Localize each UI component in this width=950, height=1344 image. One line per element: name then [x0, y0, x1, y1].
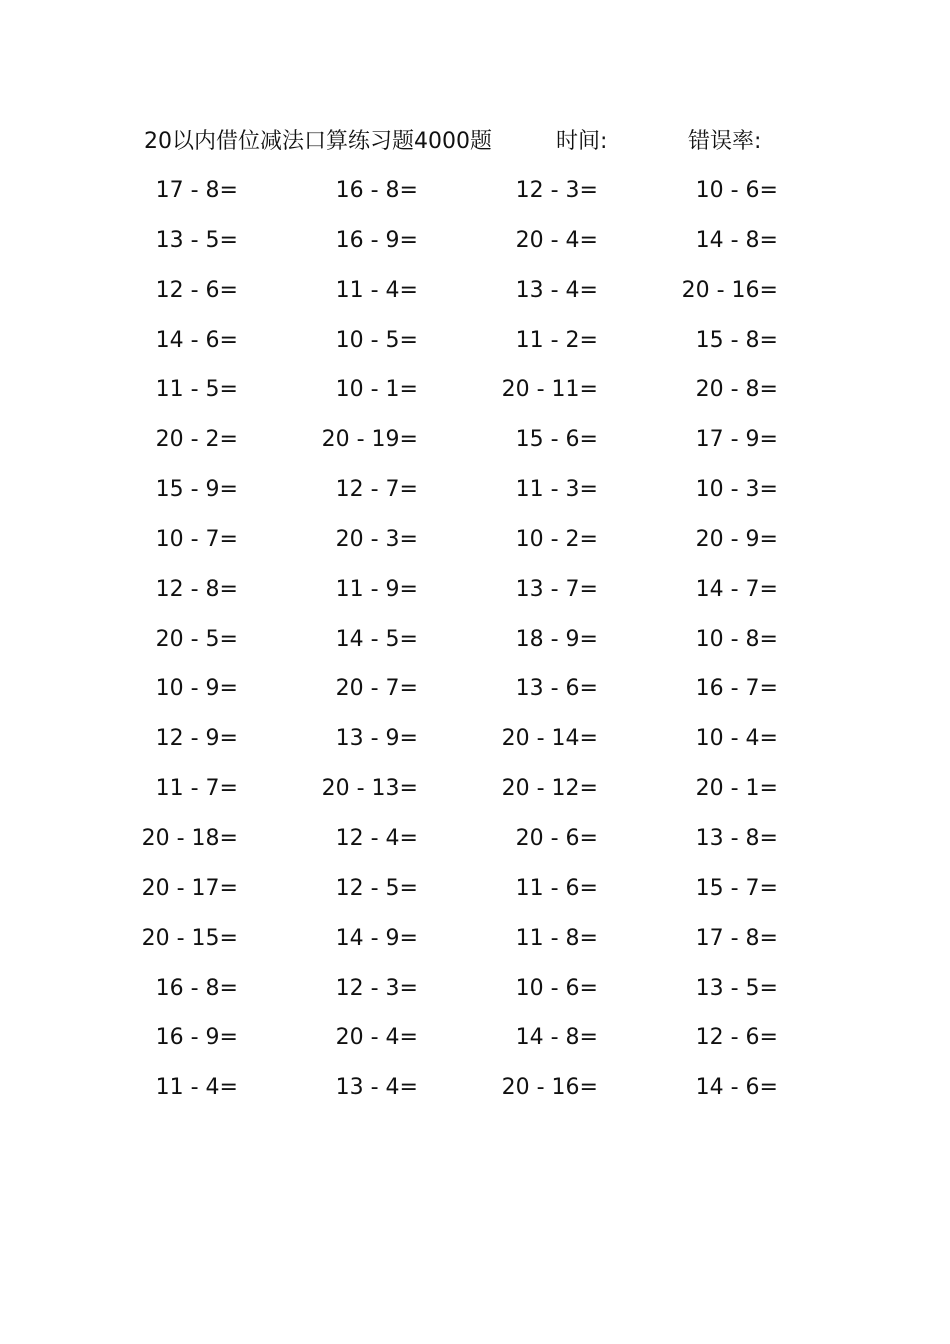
problem-cell: 14 - 8= — [695, 227, 778, 253]
problem-row — [130, 814, 830, 864]
problem-cell: 16 - 9= — [155, 1025, 238, 1051]
problem-cell: 11 - 4= — [335, 277, 418, 303]
problem-row — [130, 515, 830, 565]
problem-cell: 14 - 9= — [335, 925, 418, 951]
problem-cell: 20 - 2= — [155, 427, 238, 453]
problem-row — [130, 864, 830, 914]
problem-cell: 20 - 15= — [141, 925, 238, 951]
problem-row — [130, 565, 830, 615]
problem-cell: 12 - 3= — [515, 178, 598, 203]
problem-cell: 17 - 9= — [695, 427, 778, 453]
problem-cell: 18 - 9= — [515, 626, 598, 652]
problem-cell: 16 - 7= — [695, 676, 778, 702]
problem-cell: 16 - 8= — [155, 975, 238, 1001]
problem-cell: 10 - 2= — [515, 526, 598, 552]
problem-cell: 15 - 6= — [515, 427, 598, 453]
problem-cell: 14 - 8= — [515, 1025, 598, 1051]
problem-cell: 15 - 7= — [695, 875, 778, 901]
problem-row — [130, 615, 830, 665]
problem-cell: 13 - 4= — [515, 277, 598, 303]
problem-cell: 13 - 4= — [335, 1075, 418, 1101]
problem-cell: 20 - 3= — [335, 526, 418, 552]
problem-row — [130, 764, 830, 814]
problem-cell: 14 - 6= — [155, 327, 238, 353]
problem-row — [130, 964, 830, 1014]
problem-cell: 20 - 17= — [141, 875, 238, 901]
time-label: 时间: — [556, 129, 608, 154]
problem-cell: 10 - 1= — [335, 377, 418, 403]
problem-cell: 20 - 16= — [501, 1075, 598, 1101]
problem-cell: 11 - 2= — [515, 327, 598, 353]
problem-cell: 11 - 3= — [515, 477, 598, 503]
problem-cell: 16 - 8= — [335, 178, 418, 203]
problem-cell: 20 - 8= — [695, 377, 778, 403]
problem-cell: 12 - 8= — [155, 576, 238, 602]
problem-cell: 12 - 4= — [335, 825, 418, 851]
problem-cell: 10 - 8= — [695, 626, 778, 652]
problem-cell: 20 - 14= — [501, 726, 598, 752]
problem-cell: 10 - 6= — [695, 178, 778, 203]
problem-cell: 20 - 12= — [501, 776, 598, 802]
problem-row — [130, 316, 830, 366]
problem-cell: 20 - 7= — [335, 676, 418, 702]
problem-cell: 12 - 9= — [155, 726, 238, 752]
problem-cell: 10 - 5= — [335, 327, 418, 353]
problem-cell: 20 - 11= — [501, 377, 598, 403]
problem-cell: 13 - 7= — [515, 576, 598, 602]
problem-cell: 20 - 18= — [141, 825, 238, 851]
problem-cell: 10 - 7= — [155, 526, 238, 552]
problem-cell: 11 - 4= — [155, 1075, 238, 1101]
problem-row — [130, 166, 830, 216]
problem-cell: 20 - 6= — [515, 825, 598, 851]
problem-cell: 16 - 9= — [335, 227, 418, 253]
problem-cell: 20 - 4= — [335, 1025, 418, 1051]
problem-cell: 14 - 7= — [695, 576, 778, 602]
problem-cell: 11 - 6= — [515, 875, 598, 901]
problem-cell: 13 - 8= — [695, 825, 778, 851]
problem-cell: 20 - 13= — [321, 776, 418, 802]
problem-cell: 12 - 3= — [335, 975, 418, 1001]
problem-cell: 20 - 4= — [515, 227, 598, 253]
problem-row — [130, 1013, 830, 1063]
problem-cell: 20 - 19= — [321, 427, 418, 453]
problem-cell: 17 - 8= — [695, 925, 778, 951]
problem-cell: 11 - 5= — [155, 377, 238, 403]
problem-cell: 10 - 3= — [695, 477, 778, 503]
problem-row — [130, 216, 830, 266]
problem-cell: 20 - 16= — [681, 277, 778, 303]
problem-row — [130, 1063, 830, 1113]
worksheet-header — [144, 124, 844, 160]
problem-row — [130, 365, 830, 415]
problem-row — [130, 664, 830, 714]
problem-cell: 14 - 6= — [695, 1075, 778, 1101]
problem-cell: 14 - 5= — [335, 626, 418, 652]
problem-cell: 12 - 7= — [335, 477, 418, 503]
problem-cell: 11 - 8= — [515, 925, 598, 951]
problem-cell: 15 - 8= — [695, 327, 778, 353]
problem-cell: 12 - 6= — [695, 1025, 778, 1051]
problem-cell: 13 - 6= — [515, 676, 598, 702]
problem-grid — [130, 166, 830, 1113]
problem-cell: 11 - 9= — [335, 576, 418, 602]
problem-row — [130, 266, 830, 316]
problem-cell: 12 - 6= — [155, 277, 238, 303]
worksheet-title: 20以内借位减法口算练习题4000题 — [144, 129, 492, 154]
problem-cell: 13 - 5= — [155, 227, 238, 253]
problem-cell: 17 - 8= — [155, 178, 238, 203]
problem-cell: 10 - 9= — [155, 676, 238, 702]
problem-cell: 10 - 4= — [695, 726, 778, 752]
problem-cell: 13 - 9= — [335, 726, 418, 752]
problem-cell: 20 - 1= — [695, 776, 778, 802]
problem-cell: 13 - 5= — [695, 975, 778, 1001]
problem-cell: 20 - 9= — [695, 526, 778, 552]
problem-cell: 11 - 7= — [155, 776, 238, 802]
problem-cell: 15 - 9= — [155, 477, 238, 503]
problem-row — [130, 914, 830, 964]
problem-row — [130, 714, 830, 764]
problem-row — [130, 415, 830, 465]
problem-row — [130, 465, 830, 515]
problem-cell: 20 - 5= — [155, 626, 238, 652]
problem-cell: 10 - 6= — [515, 975, 598, 1001]
problem-cell: 12 - 5= — [335, 875, 418, 901]
error-rate-label: 错误率: — [688, 129, 762, 154]
